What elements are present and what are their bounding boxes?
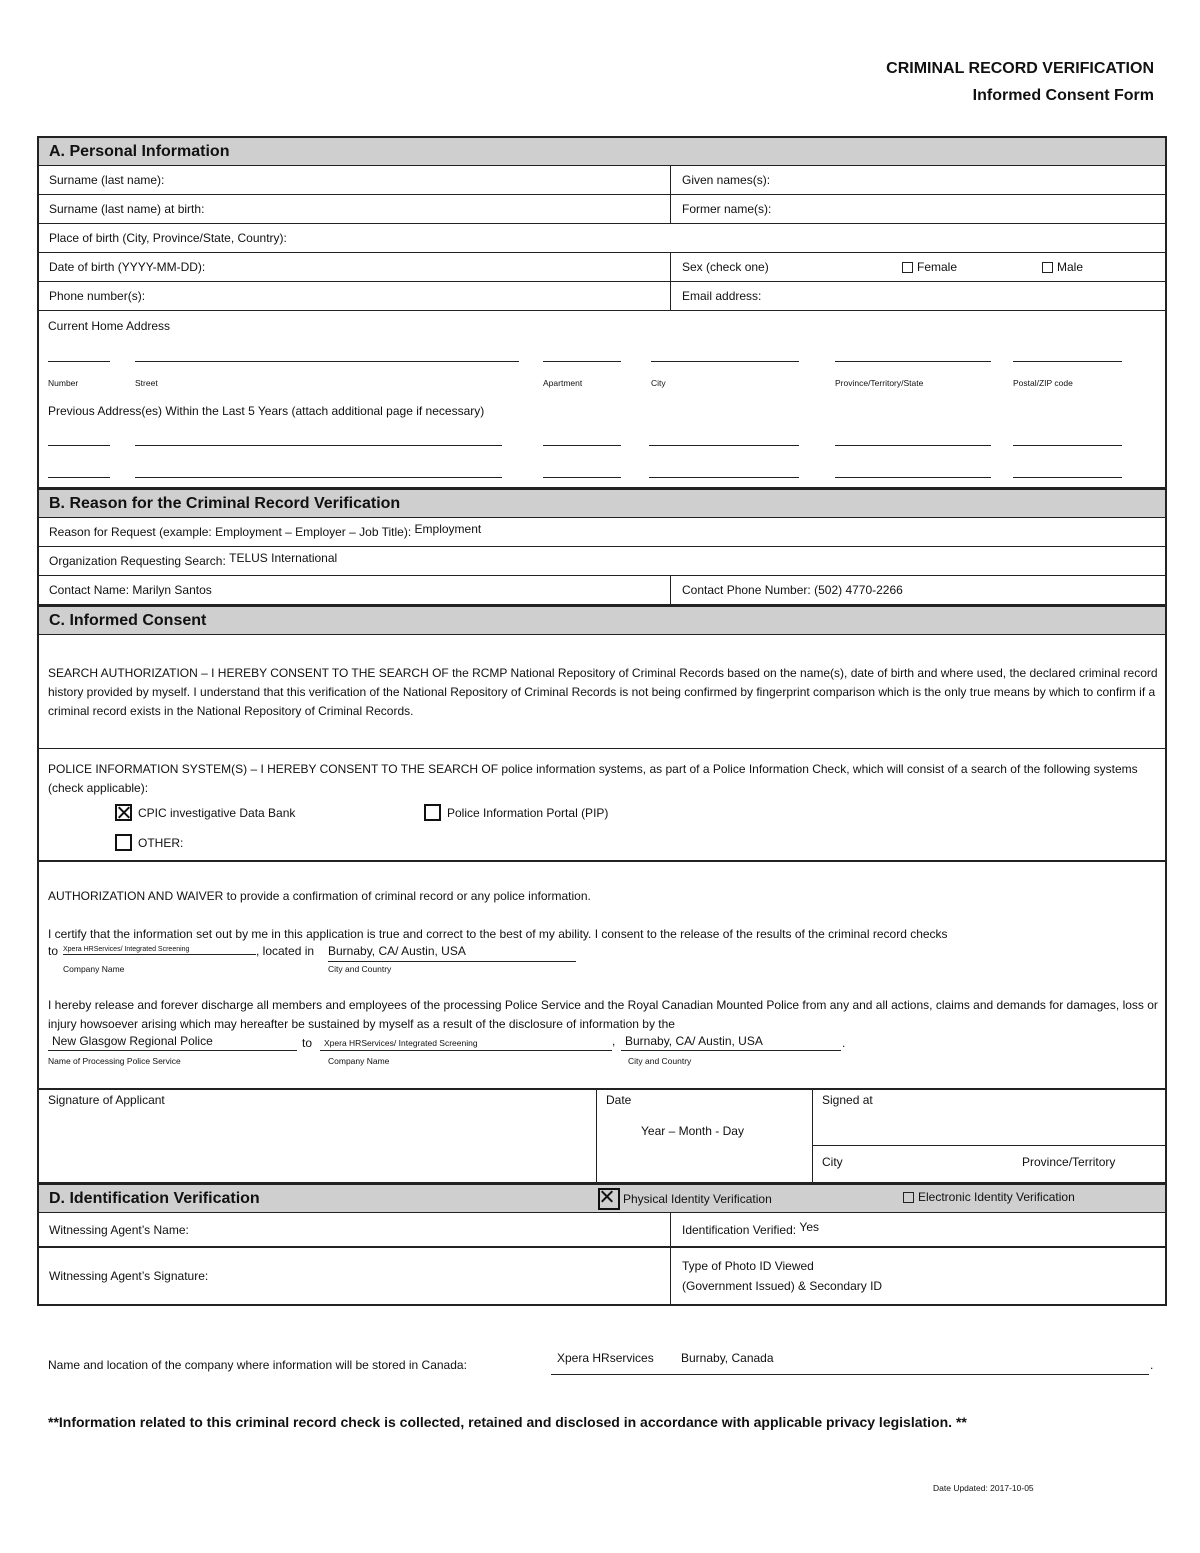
id-verified-field[interactable]: Identification Verified: Yes (682, 1219, 819, 1237)
company-name-caption-2: Company Name (328, 1056, 390, 1066)
auth-waiver-text: AUTHORIZATION AND WAIVER to provide a confirmation of criminal record or any police information. (48, 889, 591, 903)
section-a-header: A. Personal Information (37, 136, 1167, 166)
located-label: , located in (256, 944, 315, 958)
date-field[interactable]: Year – Month - Day (641, 1124, 744, 1138)
city-country-caption: City and Country (328, 964, 392, 974)
surname-birth-field[interactable]: Surname (last name) at birth: (49, 202, 205, 216)
city-country-field-2[interactable]: Burnaby, CA/ Austin, USA (621, 1034, 841, 1051)
to-label-2: to (302, 1036, 313, 1050)
form-subtitle: Informed Consent Form (972, 87, 1154, 104)
prev-addr-line[interactable] (835, 477, 991, 478)
signed-city-field[interactable]: City (822, 1155, 843, 1169)
email-field[interactable]: Email address: (682, 289, 762, 303)
certify-text: I certify that the information set out by me in this application is true and correct to the best of my ability. I consent to the release of the results of the criminal record checks (48, 927, 948, 941)
prev-addr-line[interactable] (1013, 477, 1122, 478)
addr-postal-label: Postal/ZIP code (1013, 378, 1073, 388)
prev-addr-line[interactable] (135, 477, 502, 478)
prev-addr-line[interactable] (835, 445, 991, 446)
row-surname (37, 166, 1167, 195)
form-title: CRIMINAL RECORD VERIFICATION (886, 60, 1154, 77)
police-service-field[interactable]: New Glasgow Regional Police (48, 1034, 297, 1051)
row-place-birth (37, 224, 1167, 253)
date-updated: Date Updated: 2017-10-05 (933, 1483, 1034, 1493)
male-checkbox[interactable]: Male (1032, 253, 1083, 281)
sex-label: Sex (check one) (682, 260, 769, 274)
agent-name-field[interactable]: Witnessing Agent’s Name: (49, 1222, 189, 1237)
row-agent-signature (37, 1248, 1167, 1306)
row-org (37, 547, 1167, 576)
storage-field[interactable] (551, 1350, 1149, 1375)
prev-addr-line[interactable] (543, 477, 621, 478)
place-of-birth-field[interactable]: Place of birth (City, Province/State, Country): (49, 231, 287, 245)
contact-name-field[interactable]: Contact Name: Marilyn Santos (49, 583, 212, 597)
section-d-header: D. Identification Verification (37, 1183, 1167, 1213)
addr-province-line[interactable] (835, 361, 991, 362)
storage-city: Burnaby, Canada (681, 1351, 774, 1365)
contact-name-value: Marilyn Santos (132, 583, 212, 597)
pip-checkbox[interactable]: Police Information Portal (PIP) (424, 804, 608, 821)
photo-id-field[interactable]: Type of Photo ID Viewed (Government Issued) & Secondary ID (682, 1259, 883, 1293)
period: . (842, 1036, 846, 1050)
prev-addr-line[interactable] (48, 445, 110, 446)
signature-applicant-field[interactable]: Signature of Applicant (48, 1093, 165, 1107)
org-value: TELUS International (229, 551, 338, 565)
comma: , (612, 1034, 616, 1048)
addr-street-line[interactable] (135, 361, 519, 362)
female-checkbox[interactable]: Female (892, 253, 957, 281)
section-c-header: C. Informed Consent (37, 605, 1167, 635)
prev-addr-line[interactable] (1013, 445, 1122, 446)
unchecked-box-icon (115, 834, 132, 851)
addr-postal-line[interactable] (1013, 361, 1122, 362)
row-dob (37, 253, 1167, 282)
addr-city-line[interactable] (651, 361, 799, 362)
signed-at-label: Signed at (822, 1093, 873, 1107)
dob-field[interactable]: Date of birth (YYYY-MM-DD): (49, 260, 206, 274)
surname-field[interactable]: Surname (last name): (49, 173, 165, 187)
addr-province-label: Province/Territory/State (835, 378, 924, 388)
reason-value: Employment (414, 522, 482, 536)
current-address-label: Current Home Address (48, 319, 171, 333)
police-service-caption: Name of Processing Police Service (48, 1056, 181, 1066)
row-reason (37, 518, 1167, 547)
physical-verification-checkbox[interactable]: Physical Identity Verification (598, 1188, 772, 1210)
unchecked-box-icon (424, 804, 441, 821)
prev-addr-line[interactable] (649, 445, 799, 446)
agent-signature-field[interactable]: Witnessing Agent’s Signature: (49, 1269, 209, 1283)
prev-addr-line[interactable] (543, 445, 621, 446)
contact-phone-field[interactable]: Contact Phone Number: (502) 4770-2266 (682, 583, 903, 597)
phone-field[interactable]: Phone number(s): (49, 289, 146, 303)
checked-box-icon (115, 804, 132, 821)
addr-apartment-label: Apartment (543, 378, 583, 388)
signature-row (37, 1089, 1167, 1183)
electronic-verification-checkbox[interactable]: Electronic Identity Verification (903, 1190, 1075, 1204)
cpic-checkbox[interactable]: CPIC investigative Data Bank (115, 804, 295, 821)
addr-street-label: Street (135, 378, 158, 388)
prev-addr-line[interactable] (135, 445, 502, 446)
city-country-field-1[interactable]: Burnaby, CA/ Austin, USA (328, 944, 576, 962)
former-names-field[interactable]: Former name(s): (682, 202, 772, 216)
prev-addr-line[interactable] (48, 477, 110, 478)
addr-city-label: City (651, 378, 666, 388)
to-label: to (48, 944, 59, 958)
given-names-field[interactable]: Given names(s): (682, 173, 771, 187)
storage-label: Name and location of the company where information will be stored in Canada: (48, 1358, 467, 1372)
reason-field[interactable]: Reason for Request (example: Employment – Employer – Job Title): Employment (49, 522, 482, 539)
storage-company: Xpera HRservices (557, 1351, 654, 1365)
previous-address-label: Previous Address(es) Within the Last 5 Years (attach additional page if necessary) (48, 404, 485, 418)
city-country-caption-2: City and Country (628, 1056, 692, 1066)
addr-number-line[interactable] (48, 361, 110, 362)
contact-phone-value: (502) 4770-2266 (814, 583, 903, 597)
addr-number-label: Number (48, 378, 79, 388)
row-contact (37, 576, 1167, 605)
signed-province-field[interactable]: Province/Territory (1022, 1155, 1116, 1169)
release-text: I hereby release and forever discharge all members and employees of the processing Police Service and the Royal Canadian Mounted Police from any and all actions, claims and demands for damages, loss or injury howsoever arising which may hereafter be sustained by myself as a result of the disclosure of information by the (48, 998, 1158, 1031)
search-authorization-text: SEARCH AUTHORIZATION – I HEREBY CONSENT TO THE SEARCH OF the RCMP National Repository of Criminal Records based on the name(s), date of birth and where used, the declared criminal record history provided by myself. I understand that this verification of the National Repository of Criminal Records is not being confirmed by fingerprint comparison which is the only true means by which to confirm if a criminal record exists in the National Repository of Criminal Records. (48, 666, 1158, 718)
section-b-header: B. Reason for the Criminal Record Verification (37, 488, 1167, 518)
privacy-notice: **Information related to this criminal record check is collected, retained and disclosed in accordance with applicable privacy legislation. ** (48, 1414, 967, 1430)
company-name-field-1[interactable]: Xpera HRServices/ Integrated Screening (63, 942, 256, 955)
address-block (37, 311, 1167, 488)
company-name-caption: Company Name (63, 964, 125, 974)
id-verified-value: Yes (799, 1219, 819, 1234)
date-label: Date (606, 1093, 632, 1107)
prev-addr-line[interactable] (649, 477, 799, 478)
checked-box-icon (598, 1188, 620, 1210)
row-phone (37, 282, 1167, 311)
police-info-text: POLICE INFORMATION SYSTEM(S) – I HEREBY CONSENT TO THE SEARCH OF police information systems, as part of a Police Information Check, which will consist of a search of the following systems (check applicable): (48, 762, 1138, 795)
org-field[interactable]: Organization Requesting Search: TELUS International (49, 551, 338, 568)
other-checkbox[interactable]: OTHER: (115, 834, 183, 851)
company-name-field-2[interactable]: Xpera HRServices/ Integrated Screening (320, 1034, 612, 1051)
period: . (1150, 1358, 1154, 1372)
row-agent-name (37, 1213, 1167, 1248)
row-surname-birth (37, 195, 1167, 224)
addr-apartment-line[interactable] (543, 361, 621, 362)
